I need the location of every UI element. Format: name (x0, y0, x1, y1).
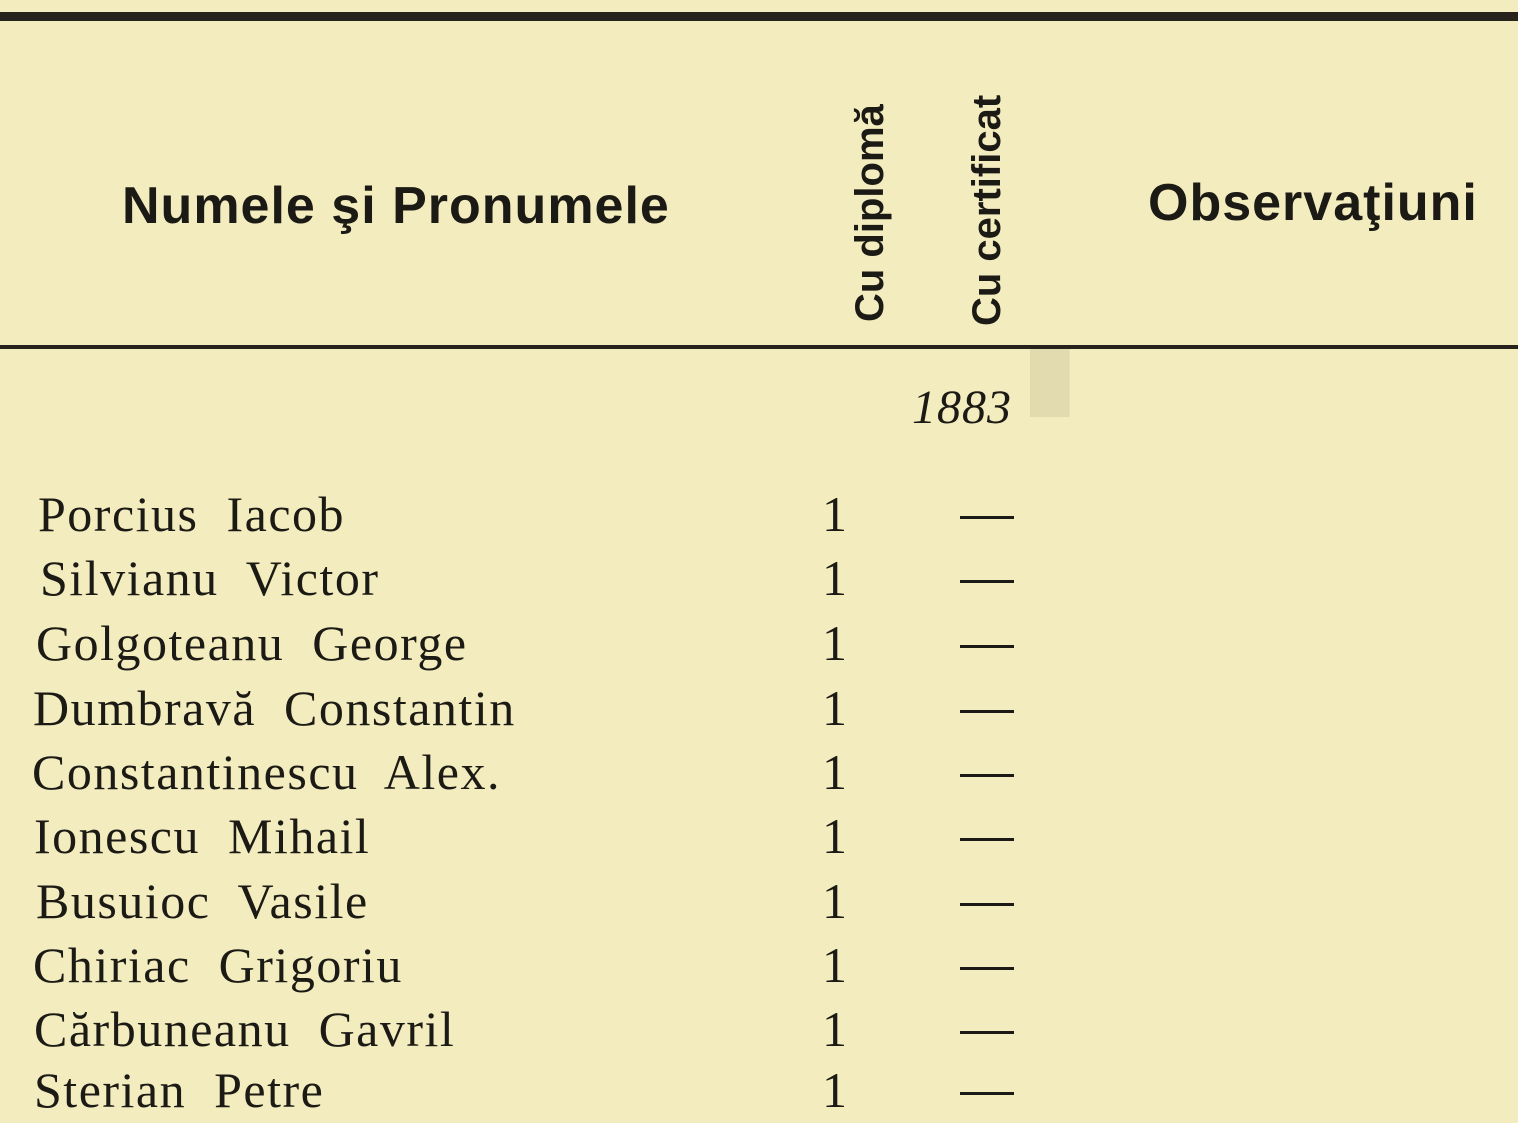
table-row (0, 546, 1518, 610)
table-row (0, 997, 1518, 1061)
row-certificate-dash (960, 774, 1014, 777)
table-row (0, 482, 1518, 546)
row-diploma: 1 (822, 873, 847, 929)
row-diploma: 1 (822, 808, 847, 864)
row-diploma: 1 (822, 937, 847, 993)
table-row (0, 869, 1518, 933)
row-name: Constantinescu Alex. (32, 744, 501, 800)
row-diploma: 1 (822, 615, 847, 671)
row-diploma: 1 (822, 486, 847, 542)
row-certificate-dash (960, 1092, 1014, 1095)
row-diploma: 1 (822, 550, 847, 606)
row-name: Porcius Iacob (38, 486, 346, 542)
year-label: 1883 (912, 381, 1012, 434)
row-diploma: 1 (822, 744, 847, 800)
row-name: Chiriac Grigoriu (33, 937, 403, 993)
header-with-diploma: Cu diplomă (848, 104, 892, 322)
row-diploma: 1 (822, 1001, 847, 1057)
header-names: Numele şi Pronumele (122, 177, 670, 235)
row-name: Golgoteanu George (36, 615, 468, 671)
row-certificate-dash (960, 1031, 1014, 1034)
table-row (0, 804, 1518, 868)
top-rule (0, 12, 1518, 21)
table-row (0, 933, 1518, 997)
row-name: Sterian Petre (34, 1062, 325, 1118)
row-name: Ionescu Mihail (34, 808, 371, 864)
table-row (0, 611, 1518, 675)
header-rule (0, 345, 1518, 349)
table-row (0, 1058, 1518, 1122)
table-row (0, 676, 1518, 740)
row-name: Silvianu Victor (40, 550, 380, 606)
row-certificate-dash (960, 903, 1014, 906)
row-diploma: 1 (822, 680, 847, 736)
table-row (0, 740, 1518, 804)
row-name: Cărbuneanu Gavril (34, 1001, 456, 1057)
header-with-certificate: Cu certificat (965, 94, 1009, 326)
row-name: Dumbravă Constantin (33, 680, 516, 736)
row-certificate-dash (960, 516, 1014, 519)
header-observations: Observaţiuni (1148, 174, 1478, 232)
document-page: █ Numele şi Pronumele Cu diplomă Cu certificat Observaţiuni 1883 Porcius Iacob 1 Silvianu Victor 1 Golgoteanu George 1 Dumbravă Constantin 1 Constantinescu Alex. 1 Ionescu Mihail 1 Busuioc Vasile 1 Chiriac Grigoriu 1 Cărbuneanu Gavril 1 Sterian Petre 1 (0, 0, 1518, 1123)
row-diploma: 1 (822, 1062, 847, 1118)
row-certificate-dash (960, 967, 1014, 970)
row-certificate-dash (960, 645, 1014, 648)
row-name: Busuioc Vasile (36, 873, 369, 929)
row-certificate-dash (960, 580, 1014, 583)
row-certificate-dash (960, 838, 1014, 841)
row-certificate-dash (960, 710, 1014, 713)
